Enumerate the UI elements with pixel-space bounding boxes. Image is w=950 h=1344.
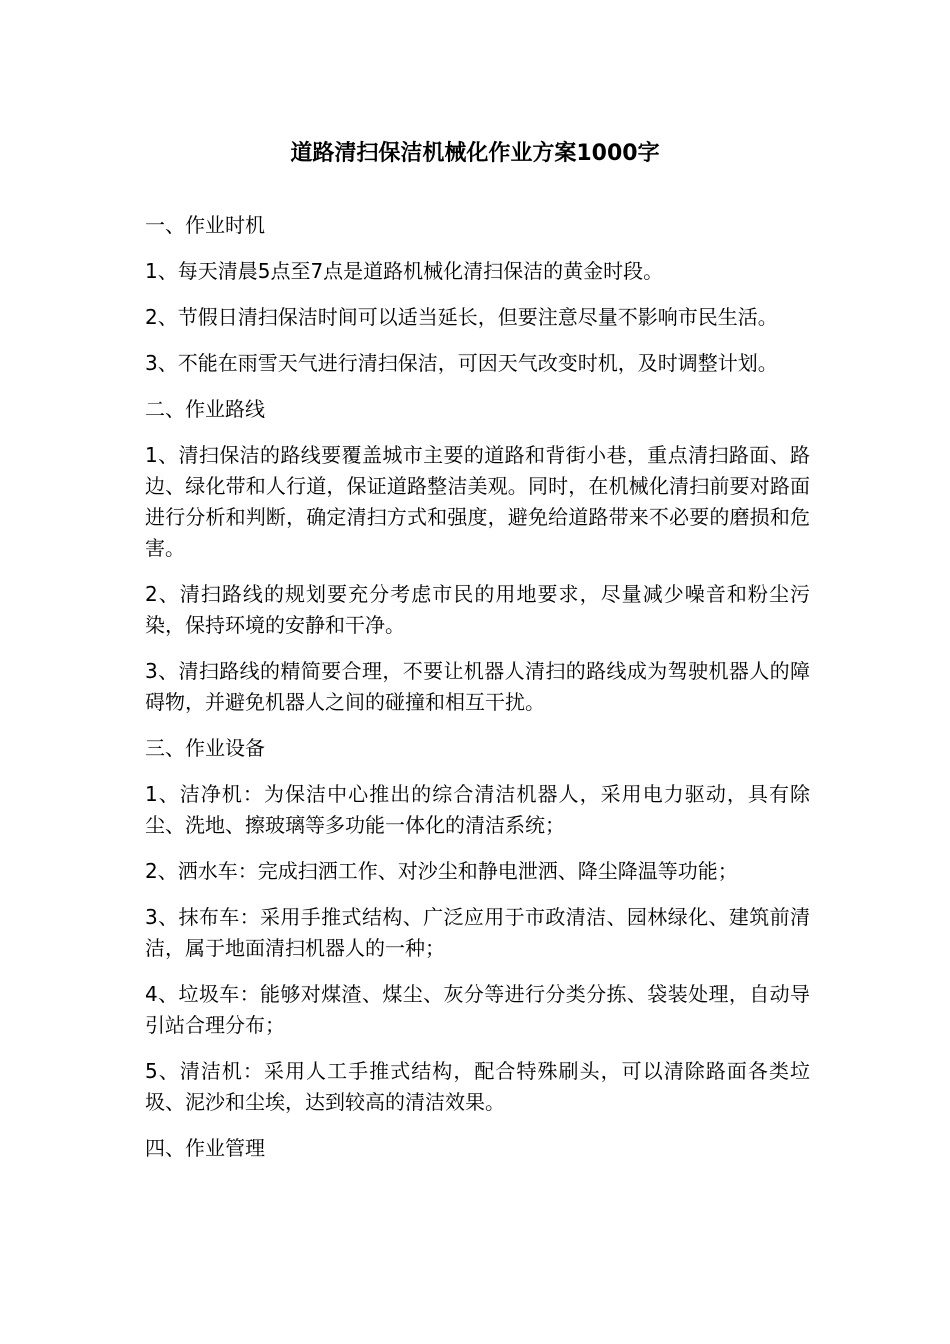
section-heading-equipment: 三、作业设备 — [145, 736, 265, 760]
section-heading-management: 四、作业管理 — [145, 1136, 265, 1160]
paragraph: 1、清扫保洁的路线要覆盖城市主要的道路和背街小巷，重点清扫路面、路边、绿化带和人行道，保证道路整洁美观。同时，在机械化清扫前要对路面进行分析和判断，确定清扫方式和强度，避免给道路带来不必要的磨损和危害。 — [145, 443, 810, 560]
document-body — [145, 210, 810, 1179]
paragraph: 3、清扫路线的精简要合理，不要让机器人清扫的路线成为驾驶机器人的障碍物，并避免机器人之间的碰撞和相互干扰。 — [145, 659, 810, 714]
paragraph: 3、不能在雨雪天气进行清扫保洁，可因天气改变时机，及时调整计划。 — [145, 351, 778, 375]
document-title: 道路清扫保洁机械化作业方案1000字 — [290, 141, 660, 166]
section-heading-timing: 一、作业时机 — [145, 213, 265, 237]
paragraph: 2、节假日清扫保洁时间可以适当延长，但要注意尽量不影响市民生活。 — [145, 305, 778, 329]
paragraph: 5、清洁机：采用人工手推式结构，配合特殊刷头，可以清除路面各类垃圾、泥沙和尘埃，达到较高的清洁效果。 — [145, 1059, 810, 1114]
paragraph: 2、清扫路线的规划要充分考虑市民的用地要求，尽量减少噪音和粉尘污染，保持环境的安静和干净。 — [145, 582, 810, 637]
section-heading-route: 二、作业路线 — [145, 397, 265, 421]
paragraph: 2、洒水车：完成扫洒工作、对沙尘和静电泄洒、降尘降温等功能； — [145, 859, 738, 883]
paragraph: 4、垃圾车：能够对煤渣、煤尘、灰分等进行分类分拣、袋装处理，自动导引站合理分布； — [145, 982, 810, 1037]
paragraph: 1、洁净机：为保洁中心推出的综合清洁机器人，采用电力驱动，具有除尘、洗地、擦玻璃等多功能一体化的清洁系统； — [145, 782, 810, 837]
paragraph: 3、抹布车：采用手推式结构、广泛应用于市政清洁、园林绿化、建筑前清洁，属于地面清扫机器人的一种； — [145, 905, 810, 960]
paragraph: 1、每天清晨5点至7点是道路机械化清扫保洁的黄金时段。 — [145, 259, 664, 283]
